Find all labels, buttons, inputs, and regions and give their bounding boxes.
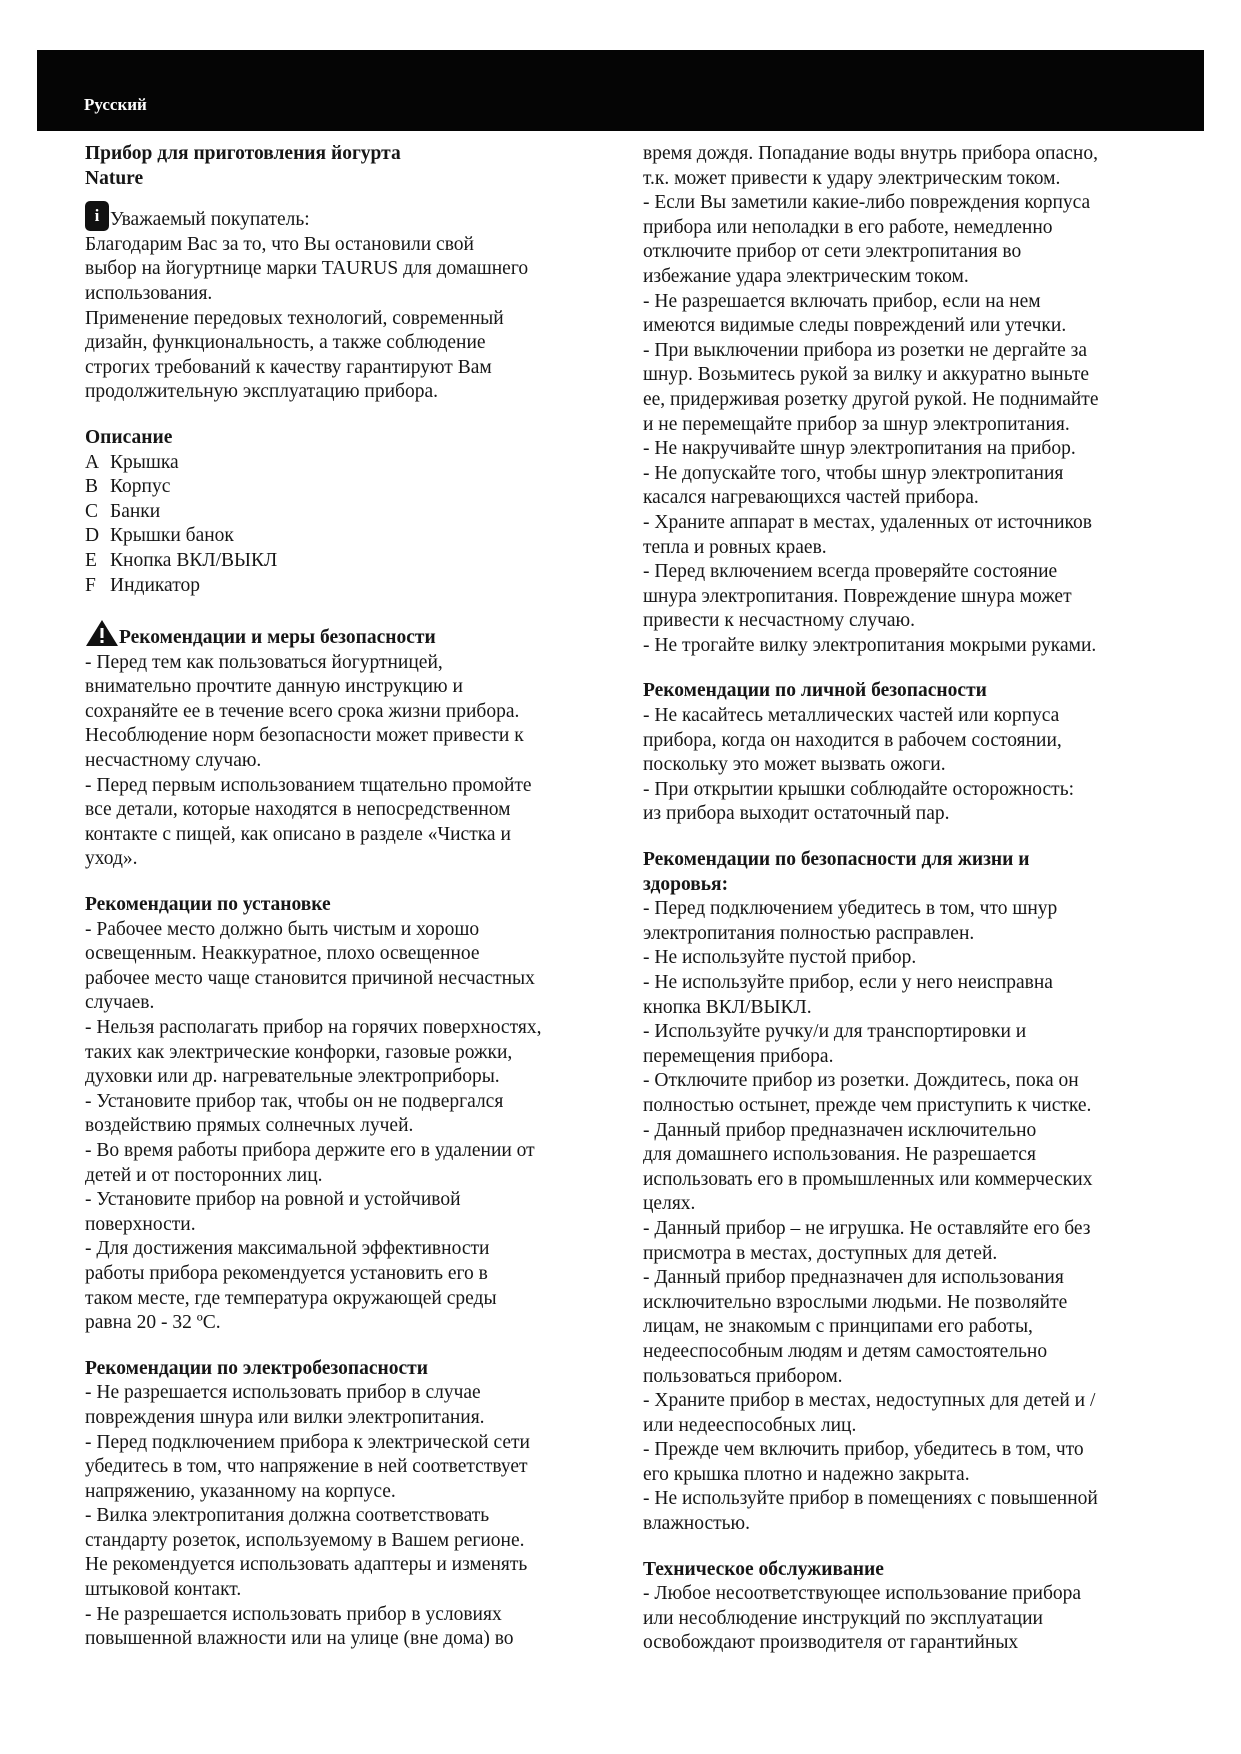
- text-line: работы прибора рекомендуется установить его в: [85, 1262, 488, 1284]
- text-line: выбор на йогуртнице марки TAURUS для домашнего: [85, 258, 529, 280]
- text-line: - Не разрешается включать прибор, если на нем: [643, 290, 1041, 312]
- text-line: таком месте, где температура окружающей среды: [85, 1287, 497, 1309]
- text-line: полностью остынет, прежде чем приступить к чистке.: [643, 1094, 1092, 1116]
- personal-heading: Рекомендации по личной безопасности: [643, 680, 987, 702]
- part-label: Кнопка ВКЛ/ВЫКЛ: [110, 549, 278, 571]
- text-line: освобождают производителя от гарантийных: [643, 1632, 1019, 1654]
- part-letter: D: [85, 525, 100, 547]
- text-line: его крышка плотно и надежно закрыта.: [643, 1463, 970, 1485]
- text-line: кнопка ВКЛ/ВЫКЛ.: [643, 996, 812, 1018]
- text-line: - Перед первым использованием тщательно промойте: [85, 774, 532, 796]
- text-line: - Не разрешается использовать прибор в условиях: [85, 1603, 502, 1625]
- text-line: отключите прибор от сети электропитания во: [643, 241, 1022, 263]
- electric-heading: Рекомендации по электробезопасности: [85, 1357, 428, 1379]
- text-line: - Для достижения максимальной эффективности: [85, 1238, 490, 1260]
- text-line: напряжению, указанному на корпусе.: [85, 1480, 396, 1502]
- text-line: - Не используйте пустой прибор.: [643, 947, 917, 969]
- list-item: [85, 451, 625, 476]
- text-line: - Перед тем как пользоваться йогуртницей,: [85, 651, 443, 673]
- text-line: имеются видимые следы повреждений или утечки.: [643, 315, 1067, 337]
- text-line: использовать его в промышленных или коммерческих: [643, 1168, 1093, 1190]
- electric-paragraph: [85, 1381, 625, 1652]
- part-letter: C: [85, 500, 99, 522]
- text-line: - Данный прибор предназначен исключительно: [643, 1119, 1037, 1141]
- text-line: - Данный прибор – не игрушка. Не оставляйте его без: [643, 1217, 1091, 1239]
- greeting-text: Уважаемый покупатель:: [110, 209, 310, 231]
- electric-continued-paragraph: [643, 142, 1173, 658]
- text-line: повышенной влажности или на улице (вне дома) во: [85, 1628, 514, 1650]
- text-line: или недееспособных лиц.: [643, 1414, 857, 1436]
- text-line: - Прежде чем включить прибор, убедитесь в том, что: [643, 1439, 1084, 1461]
- text-line: детей и от посторонних лиц.: [85, 1164, 323, 1186]
- text-line: - При открытии крышки соблюдайте осторожность:: [643, 778, 1075, 800]
- text-line: Не рекомендуется использовать адаптеры и изменять: [85, 1554, 528, 1576]
- info-icon: [85, 201, 109, 231]
- safety-heading: Рекомендации и меры безопасности: [119, 627, 436, 649]
- maintenance-paragraph: [643, 1582, 1173, 1656]
- text-line: воздействию прямых солнечных лучей.: [85, 1115, 414, 1137]
- intro-paragraph: [85, 233, 625, 405]
- text-line: - Перед подключением прибора к электрической сети: [85, 1431, 530, 1453]
- parts-list: [85, 451, 625, 599]
- text-line: Несоблюдение норм безопасности может привести к: [85, 725, 524, 747]
- product-model: Nature: [85, 167, 144, 189]
- text-line: пользоваться прибором.: [643, 1365, 843, 1387]
- description-heading: Описание: [85, 426, 173, 448]
- text-line: Благодарим Вас за то, что Вы остановили свой: [85, 233, 474, 255]
- part-label: Крышка: [110, 451, 179, 473]
- text-line: использования.: [85, 282, 213, 304]
- text-line: недееспособным людям и детям самостоятельно: [643, 1340, 1048, 1362]
- part-label: Банки: [110, 500, 161, 522]
- text-line: перемещения прибора.: [643, 1045, 834, 1067]
- text-line: поскольку это может вызвать ожоги.: [643, 754, 946, 776]
- text-line: повреждения шнура или вилки электропитания.: [85, 1406, 485, 1428]
- text-line: - Если Вы заметили какие-либо повреждения корпуса: [643, 192, 1091, 214]
- text-line: - Рабочее место должно быть чистым и хорошо: [85, 918, 480, 940]
- text-line: - При выключении прибора из розетки не дергайте за: [643, 339, 1088, 361]
- text-line: контакте с пищей, как описано в разделе «Чистка и: [85, 823, 511, 845]
- text-line: из прибора выходит остаточный пар.: [643, 803, 950, 825]
- install-heading: Рекомендации по установке: [85, 894, 331, 916]
- text-line: - Вилка электропитания должна соответствовать: [85, 1505, 490, 1527]
- text-line: шнура электропитания. Повреждение шнура может: [643, 585, 1072, 607]
- text-line: - Перед включением всегда проверяйте состояние: [643, 561, 1058, 583]
- text-line: время дождя. Попадание воды внутрь прибора опасно,: [643, 143, 1098, 164]
- text-line: прибора или неполадки в его работе, немедленно: [643, 216, 1053, 238]
- part-label: Индикатор: [110, 574, 200, 596]
- text-line: целях.: [643, 1193, 696, 1215]
- text-line: - Используйте ручку/и для транспортировки и: [643, 1021, 1027, 1043]
- text-line: - Установите прибор так, чтобы он не подвергался: [85, 1090, 504, 1112]
- text-line: для домашнего использования. Не разрешается: [643, 1144, 1036, 1166]
- part-letter: F: [85, 574, 96, 596]
- text-line: - Не трогайте вилку электропитания мокрыми руками.: [643, 634, 1097, 656]
- text-line: убедитесь в том, что напряжение в ней соответствует: [85, 1456, 528, 1478]
- text-line: поверхности.: [85, 1213, 196, 1235]
- text-line: т.к. может привести к удару электрическим током.: [643, 167, 1061, 189]
- text-line: дизайн, функциональность, а также соблюдение: [85, 332, 486, 354]
- text-line: присмотра в местах, доступных для детей.: [643, 1242, 998, 1264]
- text-line: штыковой контакт.: [85, 1579, 242, 1601]
- language-label: Русский: [84, 95, 147, 114]
- text-line: рабочее место чаще становится причиной несчастных: [85, 967, 535, 989]
- text-line: - Перед подключением убедитесь в том, что шнур: [643, 898, 1058, 920]
- text-line: - Не касайтесь металлических частей или корпуса: [643, 705, 1060, 727]
- text-line: касался нагревающихся частей прибора.: [643, 487, 979, 509]
- text-line: стандарту розеток, используемому в Вашем регионе.: [85, 1529, 525, 1551]
- text-line: и не перемещайте прибор за шнур электропитания.: [643, 413, 1070, 435]
- text-line: освещенным. Неаккуратное, плохо освещенное: [85, 943, 480, 965]
- text-line: влажностью.: [643, 1513, 750, 1535]
- text-line: строгих требований к качеству гарантируют Вам: [85, 356, 492, 378]
- text-line: тепла и ровных краев.: [643, 536, 827, 558]
- health-heading: Рекомендации по безопасности для жизни и: [643, 849, 1030, 871]
- text-line: продолжительную эксплуатацию прибора.: [85, 381, 438, 403]
- safety-paragraph: [85, 651, 625, 872]
- text-line: - Не накручивайте шнур электропитания на прибор.: [643, 438, 1076, 460]
- list-item: [85, 475, 625, 500]
- text-line: лицам, не знакомым с принципами его работы,: [643, 1316, 1033, 1338]
- text-line: уход».: [85, 848, 138, 870]
- header-bar: [37, 50, 1204, 131]
- text-line: - Данный прибор предназначен для использования: [643, 1267, 1064, 1289]
- health-heading-cont: здоровья:: [643, 873, 729, 895]
- text-line: духовки или др. нагревательные электроприборы.: [85, 1066, 500, 1088]
- text-line: - Отключите прибор из розетки. Дождитесь, пока он: [643, 1070, 1079, 1092]
- list-item: [85, 549, 625, 574]
- text-line: - Любое несоответствующее использование прибора: [643, 1583, 1082, 1605]
- text-line: внимательно прочтите данную инструкцию и: [85, 676, 463, 698]
- text-line: - Установите прибор на ровной и устойчивой: [85, 1189, 461, 1211]
- text-line: несчастному случаю.: [85, 750, 262, 772]
- text-line: - Храните аппарат в местах, удаленных от источников: [643, 511, 1092, 533]
- text-line: - Не используйте прибор, если у него неисправна: [643, 972, 1053, 993]
- list-item: [85, 574, 625, 599]
- text-line: электропитания полностью расправлен.: [643, 922, 975, 944]
- text-line: случаев.: [85, 992, 155, 1014]
- list-item: [85, 524, 625, 549]
- part-letter: E: [85, 549, 97, 571]
- left-column: [85, 142, 625, 1652]
- install-paragraph: [85, 918, 625, 1336]
- text-line: таких как электрические конфорки, газовые рожки,: [85, 1041, 513, 1063]
- personal-paragraph: [643, 704, 1173, 827]
- text-line: - Во время работы прибора держите его в удалении от: [85, 1139, 535, 1161]
- part-label: Корпус: [110, 476, 171, 498]
- text-line: шнур. Возьмитесь рукой за вилку и аккуратно выньте: [643, 364, 1090, 386]
- health-paragraph: [643, 897, 1173, 1536]
- text-line: - Нельзя располагать прибор на горячих поверхностях,: [85, 1017, 542, 1038]
- text-line: привести к несчастному случаю.: [643, 610, 915, 632]
- part-label: Крышки банок: [110, 525, 234, 547]
- right-column: [643, 142, 1173, 1656]
- warning-icon: [85, 619, 119, 647]
- text-line: - Не допускайте того, чтобы шнур электропитания: [643, 462, 1064, 484]
- text-line: - Храните прибор в местах, недоступных для детей и /: [643, 1390, 1096, 1412]
- part-letter: A: [85, 451, 100, 473]
- part-letter: B: [85, 476, 99, 498]
- greeting-line: [85, 201, 625, 233]
- text-line: избежание удара электрическим током.: [643, 265, 969, 287]
- text-line: или несоблюдение инструкций по эксплуатации: [643, 1607, 1043, 1629]
- text-line: прибора, когда он находится в рабочем состоянии,: [643, 729, 1062, 751]
- text-line: ее, придерживая розетку другой рукой. Не поднимайте: [643, 388, 1099, 410]
- text-line: - Не используйте прибор в помещениях с повышенной: [643, 1488, 1098, 1510]
- safety-heading-line: [85, 619, 625, 651]
- maintenance-heading: Техническое обслуживание: [643, 1558, 884, 1580]
- text-line: сохраняйте ее в течение всего срока жизни прибора.: [85, 700, 520, 722]
- list-item: [85, 500, 625, 525]
- product-title: Прибор для приготовления йогурта: [85, 143, 401, 164]
- text-line: все детали, которые находятся в непосредственном: [85, 799, 511, 821]
- text-line: - Не разрешается использовать прибор в случае: [85, 1382, 481, 1404]
- text-line: Применение передовых технологий, современный: [85, 307, 504, 329]
- text-line: равна 20 - 32 ºC.: [85, 1312, 221, 1334]
- text-line: исключительно взрослыми людьми. Не позволяйте: [643, 1291, 1068, 1313]
